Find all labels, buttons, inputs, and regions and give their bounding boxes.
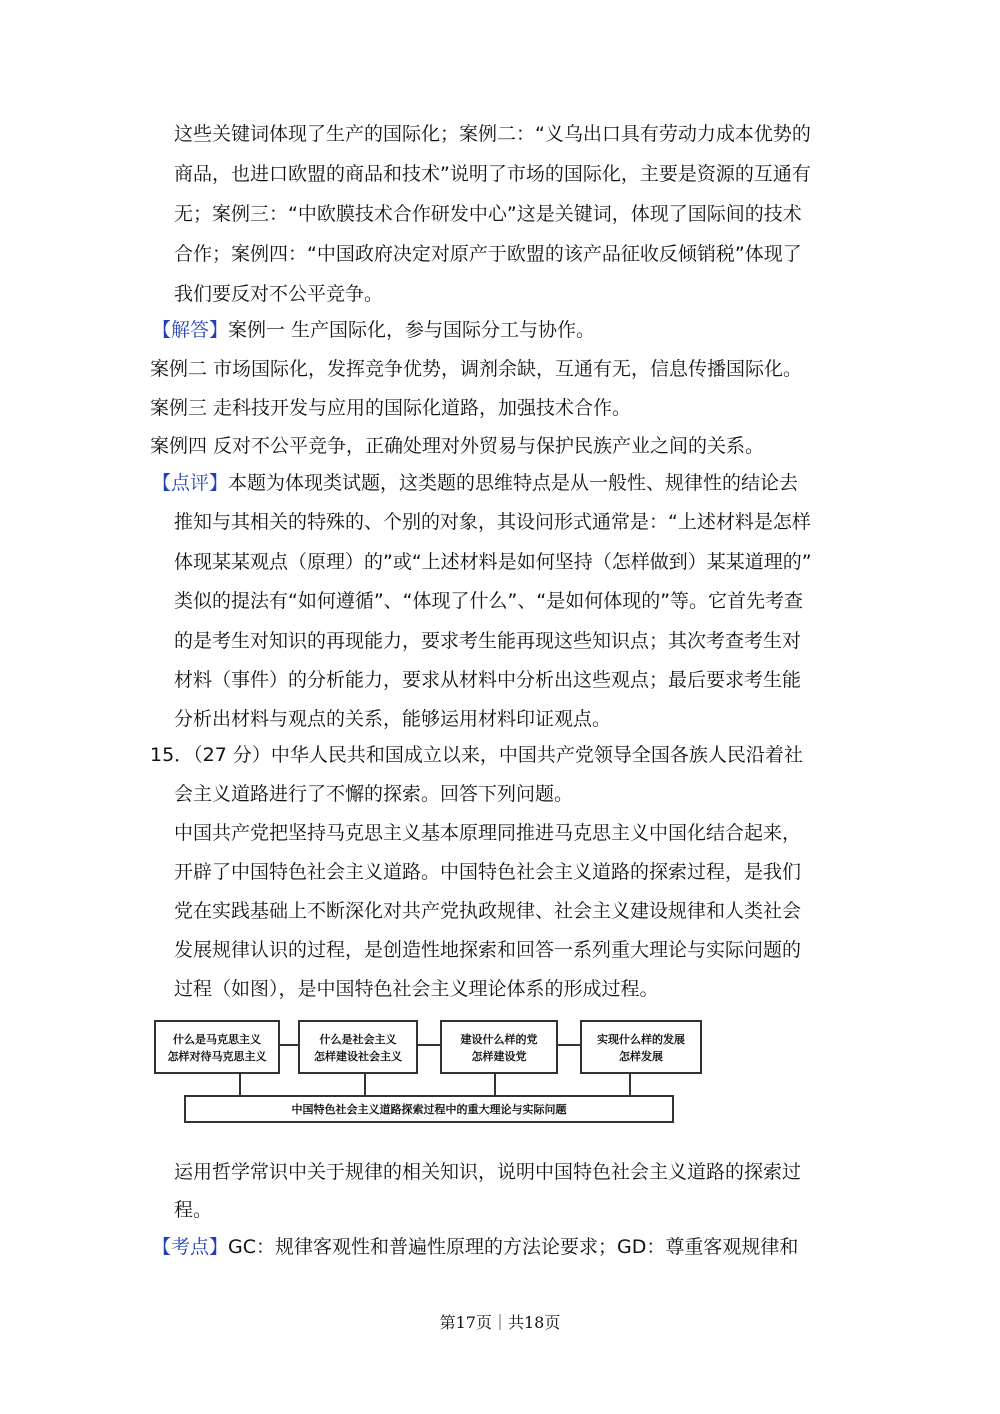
box-line: 建设什么样的党 bbox=[460, 1033, 538, 1046]
diagram-box bbox=[154, 1020, 280, 1074]
text-line: 合作；案例四：“中国政府决定对原产于欧盟的该产品征收反倾销税”体现了 bbox=[174, 243, 802, 265]
box-line: 怎样对待马克思主义 bbox=[167, 1050, 267, 1063]
text-line: 发展规律认识的过程，是创造性地探索和回答一系列重大理论与实际问题的 bbox=[174, 939, 802, 961]
text-line: 开辟了中国特色社会主义道路。中国特色社会主义道路的探索过程，是我们 bbox=[174, 861, 802, 883]
text-line: 推知与其相关的特殊的、个别的对象，其设问形式通常是：“上述材料是怎样 bbox=[174, 511, 811, 533]
comment-line bbox=[152, 469, 798, 497]
text-line: 运用哲学常识中关于规律的相关知识，说明中国特色社会主义道路的探索过 bbox=[174, 1161, 802, 1183]
diagram-box bbox=[440, 1020, 558, 1074]
answer-line bbox=[152, 316, 595, 344]
text-line: 分析出材料与观点的关系，能够运用材料印证观点。 bbox=[174, 708, 612, 730]
point-text: GC：规律客观性和普遍性原理的方法论要求；GD：尊重客观规律和 bbox=[228, 1236, 799, 1258]
point-line bbox=[152, 1233, 798, 1261]
box-line: 实现什么样的发展 bbox=[597, 1033, 685, 1046]
text-line: 程。 bbox=[174, 1199, 213, 1221]
answer-tag: 【解答】 bbox=[152, 319, 229, 341]
text-line: 的是考生对知识的再现能力，要求考生能再现这些知识点；其次考查考生对 bbox=[174, 630, 802, 652]
text-line: 这些关键词体现了生产的国际化；案例二：“义乌出口具有劳动力成本优势的 bbox=[174, 123, 811, 145]
text-line: 过程（如图），是中国特色社会主义理论体系的形成过程。 bbox=[174, 978, 659, 1000]
question-15-line: 15．（27 分）中华人民共和国成立以来，中国共产党领导全国各族人民沿着社 bbox=[150, 744, 803, 766]
text-line: 会主义道路进行了不懈的探索。回答下列问题。 bbox=[174, 783, 574, 805]
box-line: 什么是社会主义 bbox=[319, 1033, 397, 1046]
text-line: 我们要反对不公平竞争。 bbox=[174, 283, 384, 305]
text-line: 案例二 市场国际化，发挥竞争优势，调剂余缺，互通有无，信息传播国际化。 bbox=[150, 358, 803, 380]
answer-text: 案例一 生产国际化，参与国际分工与协作。 bbox=[228, 319, 596, 341]
box-line: 怎样发展 bbox=[619, 1050, 663, 1063]
text-line: 无；案例三：“中欧膜技术合作研发中心”这是关键词，体现了国际间的技术 bbox=[174, 203, 802, 225]
text-line: 体现某某观点（原理）的”或“上述材料是如何坚持（怎样做到）某某道理的” bbox=[174, 551, 812, 573]
page-footer: 第17页｜共18页 bbox=[439, 1313, 561, 1332]
text-line: 案例四 反对不公平竞争，正确处理对外贸易与保护民族产业之间的关系。 bbox=[150, 435, 765, 457]
comment-text: 本题为体现类试题，这类题的思维特点是从一般性、规律性的结论去 bbox=[228, 472, 799, 494]
diagram-bottom-box bbox=[184, 1095, 674, 1123]
comment-tag: 【点评】 bbox=[152, 472, 229, 494]
flow-diagram bbox=[150, 1015, 710, 1127]
box-line: 怎样建设党 bbox=[471, 1050, 527, 1063]
text-line: 党在实践基础上不断深化对共产党执政规律、社会主义建设规律和人类社会 bbox=[174, 900, 802, 922]
text-line: 案例三 走科技开发与应用的国际化道路，加强技术合作。 bbox=[150, 397, 632, 419]
text-line: 商品，也进口欧盟的商品和技术”说明了市场的国际化，主要是资源的互通有 bbox=[174, 163, 811, 185]
text-line: 材料（事件）的分析能力，要求从材料中分析出这些观点；最后要求考生能 bbox=[174, 669, 802, 691]
box-line: 什么是马克思主义 bbox=[173, 1033, 261, 1046]
box-line: 中国特色社会主义道路探索过程中的重大理论与实际问题 bbox=[291, 1103, 567, 1116]
text-line: 类似的提法有“如何遵循”、“体现了什么”、“是如何体现的”等。它首先考查 bbox=[174, 590, 804, 612]
box-line: 怎样建设社会主义 bbox=[314, 1050, 402, 1063]
point-tag: 【考点】 bbox=[152, 1236, 229, 1258]
diagram-box bbox=[580, 1020, 702, 1074]
diagram-box bbox=[298, 1020, 418, 1074]
text-line: 中国共产党把坚持马克思主义基本原理同推进马克思主义中国化结合起来， bbox=[174, 822, 802, 844]
